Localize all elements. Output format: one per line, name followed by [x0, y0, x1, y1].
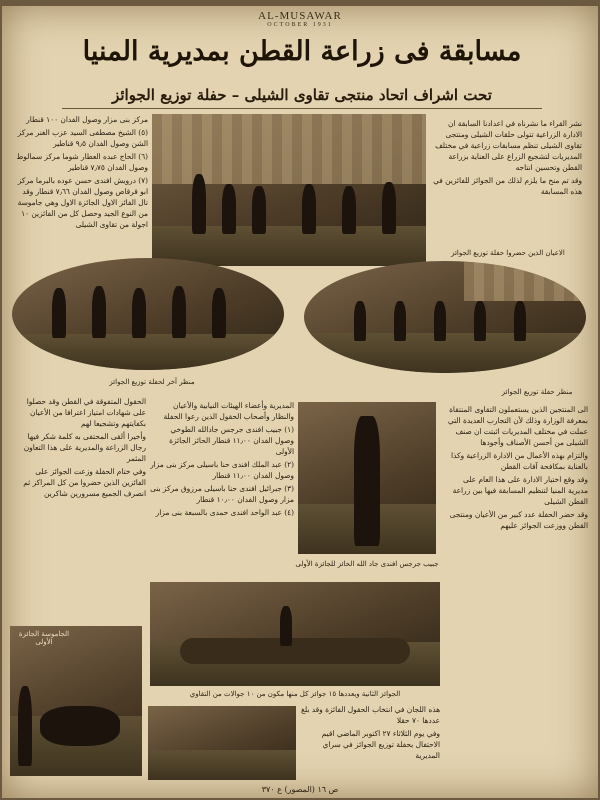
- person-figure: [52, 288, 66, 338]
- person-figure: [514, 301, 526, 341]
- paragraph: (٦) الحاج عبده العطار شوما مركز سمالوط وصول الفدان ٧٫٧٥ قناطير: [16, 152, 148, 172]
- person-figure: [382, 182, 396, 234]
- paragraph: وقد تم منح ما يلزم لذلك من الجوائز للفائزين في هذه المسابقة: [433, 176, 582, 196]
- person-figure: [394, 301, 406, 341]
- paragraph: الى المنتجين الذين يستعملون التقاوى المنتقاة بمعرفة الوزارة وذلك لأن التجارب العديدة التي عملت في مختلف المديريات اثبتت ان صنف الشيلى من أحسن الأصناف وأجودها: [447, 405, 588, 447]
- bottom-mid-column: [300, 704, 440, 780]
- photo-notables-seated: [152, 114, 426, 266]
- person-figure: [302, 184, 316, 234]
- paragraph: والتزام بهذه الأعمال من الادارة الزراعية وكذا بالعناية بمكافحة آفات القطن: [451, 451, 588, 471]
- tent-pattern: [464, 261, 586, 301]
- paragraph: وفي يوم الثلاثاء ٢٧ اكتوبر الماضي اقيم الاحتفال بحفلة توزيع الجوائز في سراي المديرية: [321, 729, 440, 760]
- ground: [148, 750, 296, 780]
- person-figure: [252, 186, 266, 234]
- masthead-date: OCTOBER 1931: [267, 22, 333, 28]
- person-figure: [474, 301, 486, 341]
- right-top-column: [432, 118, 582, 248]
- photo-oval-left: [12, 258, 284, 370]
- person-figure: [172, 286, 186, 338]
- page-footer: ص ١٦ (المصور) ع ٣٧٠: [261, 785, 339, 794]
- masthead-title: AL-MUSAWAR: [258, 10, 342, 22]
- person-figure: [92, 286, 106, 338]
- caption-cattle: الجاموسة الجائزة الأولى: [18, 630, 70, 646]
- subhead-rule: [62, 108, 542, 109]
- person-figure: [222, 184, 236, 234]
- person-figure: [354, 301, 366, 341]
- person-figure: [212, 288, 226, 338]
- paragraph: المديرية وأعضاء الهيئات النيابية والأعيان والنظار وأصحاب الحقول الذين رعوا الحفلة: [163, 401, 294, 421]
- paragraph: وقد حضر الحفلة عدد كبير من الأعيان ومنتجى القطن ووزعت الجوائز عليهم: [449, 510, 588, 530]
- paragraph: وأخيرا ألقى المحتفى به كلمة شكر فيها رجال الزراعة والمديرية على هذا التعاون المثمر: [23, 432, 146, 463]
- photo-standing-man: [298, 402, 436, 554]
- paragraph: نشر القراء ما نشرناه في اعدادنا السابقة ان الادارة الزراعية تتولى حلقات الشيلى ومنتجى تقاوى الشيلى تنظم مسابقات زراعية في مختلف المديريات لتشجيع الزراع على العناية بزراعة القطن وتحسين انتاجه: [435, 119, 582, 172]
- buffalo-figure: [40, 706, 120, 746]
- paragraph: الحقول المتفوقة في القطن وقد حصلوا على شهادات امتياز اعترافا من الأعيان بكفايتهم وتشجيعا لهم: [26, 397, 146, 428]
- photo-oval-right: [304, 261, 586, 373]
- paragraph: (١) جبيب افندى جرجس جادالله الطوخي وصول الفدان ١١٫٠٠ قنطار الحائز الجائزة الأولى: [169, 425, 294, 456]
- photo-field-crowd: [148, 706, 296, 780]
- person-figure: [342, 186, 356, 234]
- caption-left-oval: منظر آخر لحفلة توزيع الجوائز: [109, 378, 195, 386]
- magazine-page: [2, 6, 598, 798]
- tent-pattern: [152, 114, 426, 184]
- standing-man-figure: [354, 416, 380, 546]
- photo-prize-buffalo: [10, 626, 142, 776]
- person-figure: [18, 686, 32, 766]
- caption-field: الجوائز الثانية ويعددها ١٥ جوائز كل منها مكون من ١٠ جوالات من التقاوي: [189, 690, 401, 698]
- subheadline: تحت اشراف اتحاد منتجى تقاوى الشيلى – حفلة توزيع الجوائز: [112, 86, 492, 104]
- left-top-column: [16, 114, 148, 254]
- paragraph: وقد وقع اختيار الادارة على هذا العام على مديرية المنيا لتنظيم المسابقة فيها بين زراعة القطن الشيلى: [452, 475, 588, 506]
- left-mid-column: [150, 400, 294, 582]
- paragraph: (٤) عبد الواحد افندى حمدى بالسبعة بنى مزار: [155, 508, 294, 517]
- photo-prize-sacks: [150, 582, 440, 686]
- person-figure: [132, 288, 146, 338]
- headline: مسابقة فى زراعة القطن بمديرية المنيا: [82, 36, 522, 67]
- paragraph: (٥) الشيخ مصطفى السيد عزب الغنر مركز الشن وصول الفدان ٩٫٥ قناطير: [17, 128, 148, 148]
- paragraph: (٣) جبرائيل افندى حنا باسيلى مرزوق مركز بنى مزار وصول الفدان ١٠٫٠٠ قنطار: [150, 484, 294, 504]
- paragraph: هذه اللجان في انتخاب الحقول الفائزة وقد بلغ عددها ٧٠ حقلا: [300, 705, 440, 725]
- caption-right-oval: منظر حفلة توزيع الجوائز: [501, 388, 573, 396]
- caption-top-right: الاعيان الذين حضروا حفلة توزيع الجوائز: [451, 249, 565, 257]
- left-lower-column: [14, 396, 146, 606]
- ground: [12, 334, 284, 370]
- caption-standing-man: جبيب جرجس افندى جاد الله الحائز للجائزة الأولى: [295, 560, 439, 568]
- sacks-pile: [180, 638, 410, 664]
- person-figure: [434, 301, 446, 341]
- paragraph: مركز بنى مزار وصول الفدان ١٠٠ قنطار: [26, 115, 148, 124]
- person-figure: [280, 606, 292, 646]
- person-figure: [192, 174, 206, 234]
- right-mid-column: [442, 404, 588, 704]
- paragraph: وفي ختام الحفلة وزعت الجوائز على الفائزين الذين حضروا من كل المراكز ثم انصرف الجميع مسرورين شاكرين: [23, 467, 146, 498]
- paragraph: (٢) عبد الملك افندى حنا باسيلى مركز بنى مزار وصول الفدان ١١٫٠٠ قنطار: [150, 460, 294, 480]
- paragraph: (٧) درويش افندى حسن عوده بالبرما مركز ابو قرقاص وصول الفدان ٧٫٦٦ قنطار وقد تال الفائز الاول الجائزة الاول وهي جاموسة من النوع الجيد وحصل كل من الفائزين ١٠ اجولة من تقاوى الشيلى: [17, 176, 148, 229]
- masthead: [2, 10, 598, 28]
